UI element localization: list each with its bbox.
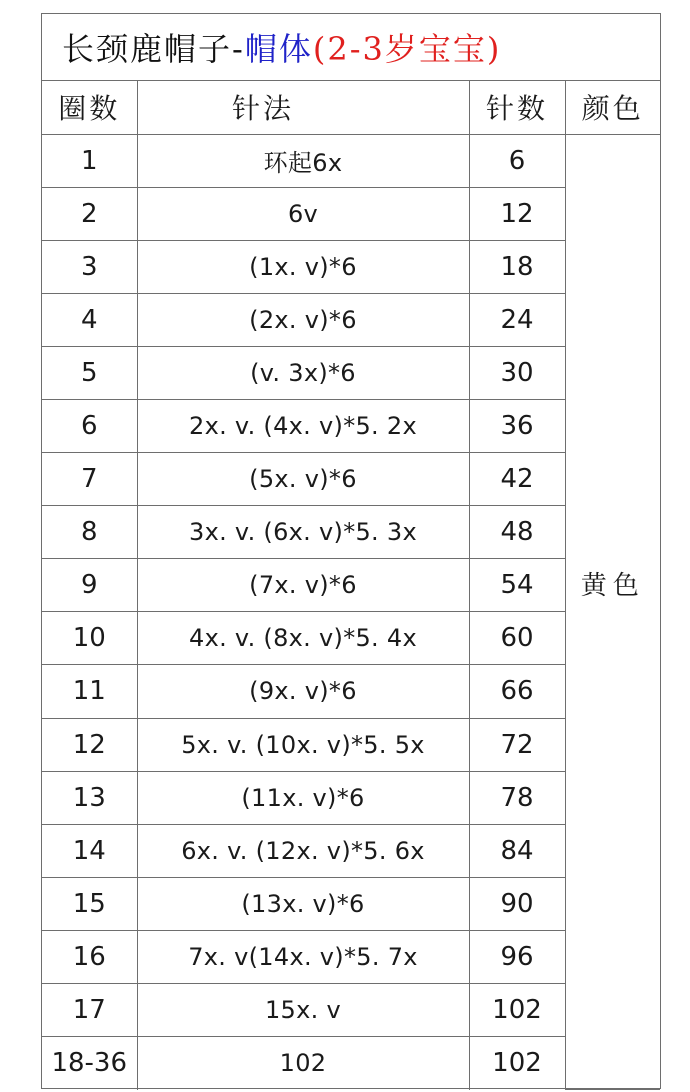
title-section: 帽体 bbox=[244, 30, 313, 68]
cell-count: 102 bbox=[469, 984, 565, 1037]
cell-count: 36 bbox=[469, 399, 565, 452]
cell-round: 4 bbox=[42, 293, 137, 346]
cell-count: 60 bbox=[469, 612, 565, 665]
title-age-range: (2-3岁宝宝) bbox=[312, 30, 502, 68]
cell-stitch: 3x. v. (6x. v)*5. 3x bbox=[137, 506, 469, 559]
table-row bbox=[42, 134, 660, 187]
cell-stitch: 7x. v(14x. v)*5. 7x bbox=[137, 930, 469, 983]
header-stitch: 针法 bbox=[137, 81, 469, 134]
cell-round: 13 bbox=[42, 771, 137, 824]
cell-round: 3 bbox=[42, 240, 137, 293]
cell-count: 102 bbox=[469, 1037, 565, 1090]
cell-count: 42 bbox=[469, 453, 565, 506]
cell-stitch: 15x. v bbox=[137, 984, 469, 1037]
cell-count: 54 bbox=[469, 559, 565, 612]
cell-color bbox=[565, 134, 660, 1090]
cell-round: 6 bbox=[42, 399, 137, 452]
cell-count: 78 bbox=[469, 771, 565, 824]
header-row bbox=[42, 81, 660, 134]
pattern-sheet bbox=[41, 13, 661, 1089]
cell-stitch: 6v bbox=[137, 187, 469, 240]
cell-round: 18-36 bbox=[42, 1037, 137, 1090]
cell-round: 15 bbox=[42, 877, 137, 930]
cell-stitch: 6x. v. (12x. v)*5. 6x bbox=[137, 824, 469, 877]
cell-count: 24 bbox=[469, 293, 565, 346]
cell-count: 48 bbox=[469, 506, 565, 559]
cell-stitch: 4x. v. (8x. v)*5. 4x bbox=[137, 612, 469, 665]
cell-round: 12 bbox=[42, 718, 137, 771]
cell-round: 9 bbox=[42, 559, 137, 612]
cell-count: 96 bbox=[469, 930, 565, 983]
cell-count: 84 bbox=[469, 824, 565, 877]
cell-round: 17 bbox=[42, 984, 137, 1037]
cell-stitch: 5x. v. (10x. v)*5. 5x bbox=[137, 718, 469, 771]
cell-round: 2 bbox=[42, 187, 137, 240]
cell-stitch: 102 bbox=[137, 1037, 469, 1090]
cell-round: 1 bbox=[42, 134, 137, 187]
header-round: 圈数 bbox=[42, 81, 137, 134]
pattern-table bbox=[42, 81, 660, 1090]
title-main: 长颈鹿帽子- bbox=[62, 30, 245, 68]
cell-stitch: 环起6x bbox=[137, 134, 469, 187]
cell-round: 10 bbox=[42, 612, 137, 665]
cell-round: 8 bbox=[42, 506, 137, 559]
page-title bbox=[62, 24, 501, 70]
cell-count: 12 bbox=[469, 187, 565, 240]
cell-round: 14 bbox=[42, 824, 137, 877]
cell-count: 90 bbox=[469, 877, 565, 930]
cell-round: 5 bbox=[42, 346, 137, 399]
cell-round: 7 bbox=[42, 453, 137, 506]
cell-count: 6 bbox=[469, 134, 565, 187]
cell-round: 16 bbox=[42, 930, 137, 983]
cell-stitch: 2x. v. (4x. v)*5. 2x bbox=[137, 399, 469, 452]
cell-round: 11 bbox=[42, 665, 137, 718]
cell-stitch: (11x. v)*6 bbox=[137, 771, 469, 824]
color-value: 黄色 bbox=[580, 570, 645, 601]
header-count: 针数 bbox=[469, 81, 565, 134]
cell-stitch: (5x. v)*6 bbox=[137, 453, 469, 506]
cell-count: 30 bbox=[469, 346, 565, 399]
cell-count: 18 bbox=[469, 240, 565, 293]
cell-stitch: (9x. v)*6 bbox=[137, 665, 469, 718]
cell-stitch: (7x. v)*6 bbox=[137, 559, 469, 612]
cell-stitch: (v. 3x)*6 bbox=[137, 346, 469, 399]
header-color: 颜色 bbox=[565, 81, 660, 134]
cell-stitch: (13x. v)*6 bbox=[137, 877, 469, 930]
cell-count: 72 bbox=[469, 718, 565, 771]
title-row bbox=[42, 14, 660, 81]
cell-stitch: (2x. v)*6 bbox=[137, 293, 469, 346]
cell-count: 66 bbox=[469, 665, 565, 718]
cell-stitch: (1x. v)*6 bbox=[137, 240, 469, 293]
